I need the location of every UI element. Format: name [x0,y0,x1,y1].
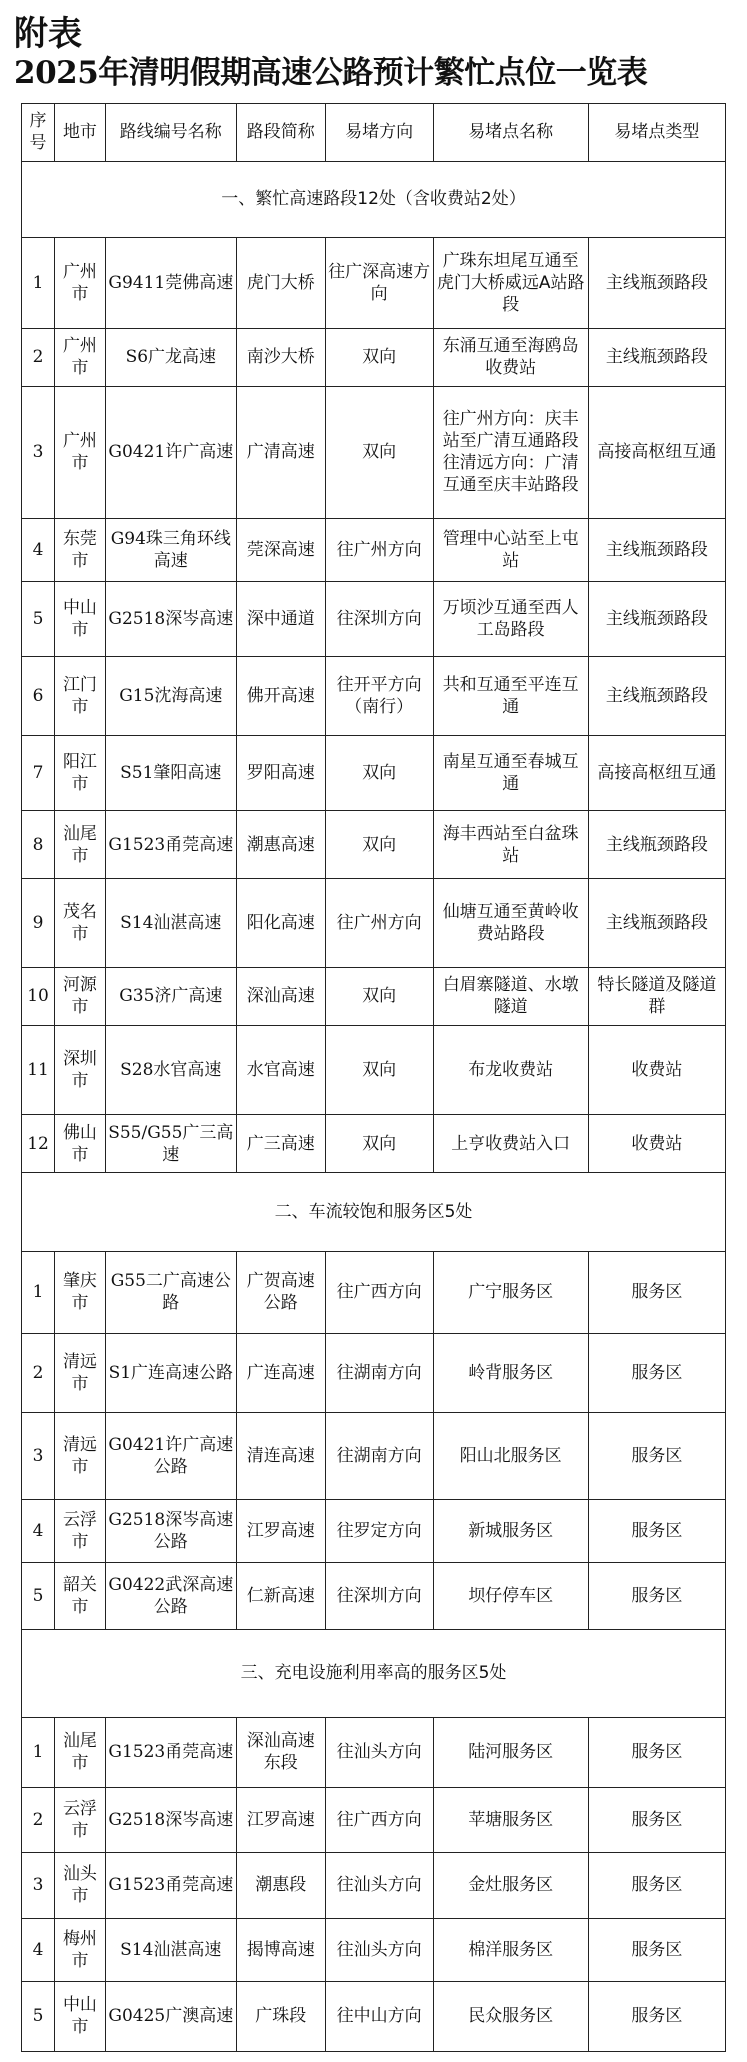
cell-road: 深汕高速东段 [236,1717,325,1787]
cell-road: 广连高速 [236,1334,325,1413]
cell-road: 清连高速 [236,1412,325,1499]
cell-point: 棉洋服务区 [433,1919,588,1982]
cell-type: 高接高枢纽互通 [588,386,725,519]
cell-route: S6广龙高速 [105,328,236,386]
cell-road: 虎门大桥 [236,237,325,328]
cell-road: 深汕高速 [236,967,325,1025]
cell-point: 广珠东坦尾互通至虎门大桥威远A站路段 [433,237,588,328]
cell-type: 主线瓶颈路段 [588,879,725,967]
title-line-2: 2025年清明假期高速公路预计繁忙点位一览表 [14,55,648,91]
cell-direction: 往湖南方向 [325,1412,433,1499]
cell-city: 佛山市 [55,1115,106,1173]
cell-city: 肇庆市 [55,1251,106,1333]
table-row [22,582,726,657]
cell-point: 上亨收费站入口 [433,1115,588,1173]
cell-route: G0425广澳高速 [105,1981,236,2051]
cell-city: 云浮市 [55,1500,106,1563]
cell-direction: 往深圳方向 [325,1562,433,1630]
cell-no: 11 [22,1025,55,1115]
table-row [22,386,726,519]
cell-type: 服务区 [588,1919,725,1982]
cell-no: 3 [22,1852,55,1918]
cell-city: 韶关市 [55,1562,106,1630]
cell-city: 广州市 [55,237,106,328]
cell-direction: 往广西方向 [325,1787,433,1852]
cell-no: 3 [22,1412,55,1499]
cell-road: 阳化高速 [236,879,325,967]
cell-city: 中山市 [55,582,106,657]
cell-type: 服务区 [588,1500,725,1563]
cell-route: S1广连高速公路 [105,1334,236,1413]
cell-direction: 往汕头方向 [325,1717,433,1787]
table-row [22,237,726,328]
cell-road: 揭博高速 [236,1919,325,1982]
table-row [22,1115,726,1173]
cell-type: 主线瓶颈路段 [588,237,725,328]
cell-route: G15沈海高速 [105,657,236,736]
cell-type: 收费站 [588,1115,725,1173]
table-row [22,1334,726,1413]
cell-no: 8 [22,810,55,879]
cell-point: 陆河服务区 [433,1717,588,1787]
cell-point: 仙塘互通至黄岭收费站路段 [433,879,588,967]
cell-type: 服务区 [588,1981,725,2051]
header-cell-no: 序号 [22,104,55,162]
table-row [22,1500,726,1563]
cell-point: 阳山北服务区 [433,1412,588,1499]
cell-route: S14汕湛高速 [105,1919,236,1982]
cell-road: 佛开高速 [236,657,325,736]
section-row [22,161,726,237]
cell-route: G1523甬莞高速 [105,1717,236,1787]
header-cell-road: 路段简称 [236,104,325,162]
cell-road: 水官高速 [236,1025,325,1115]
cell-route: G2518深岑高速 [105,1787,236,1852]
cell-direction: 往湖南方向 [325,1334,433,1413]
cell-direction: 往罗定方向 [325,1500,433,1563]
cell-no: 5 [22,1562,55,1630]
cell-type: 主线瓶颈路段 [588,810,725,879]
cell-point: 往广州方向：庆丰站至广清互通路段 往清远方向：广清互通至庆丰站路段 [433,386,588,519]
cell-city: 河源市 [55,967,106,1025]
cell-road: 广三高速 [236,1115,325,1173]
cell-point: 共和互通至平连互通 [433,657,588,736]
cell-type: 主线瓶颈路段 [588,328,725,386]
cell-route: G0422武深高速公路 [105,1562,236,1630]
cell-no: 1 [22,1251,55,1333]
cell-type: 收费站 [588,1025,725,1115]
cell-direction: 往开平方向（南行） [325,657,433,736]
cell-city: 梅州市 [55,1919,106,1982]
cell-point: 白眉寨隧道、水墩隧道 [433,967,588,1025]
cell-city: 清远市 [55,1412,106,1499]
cell-no: 2 [22,328,55,386]
cell-route: G35济广高速 [105,967,236,1025]
cell-type: 服务区 [588,1562,725,1630]
cell-road: 广清高速 [236,386,325,519]
cell-city: 清远市 [55,1334,106,1413]
cell-no: 6 [22,657,55,736]
table-row [22,657,726,736]
cell-road: 莞深高速 [236,519,325,582]
cell-direction: 双向 [325,328,433,386]
cell-direction: 往广深高速方向 [325,237,433,328]
cell-route: G1523甬莞高速 [105,810,236,879]
cell-city: 云浮市 [55,1787,106,1852]
section-row [22,1630,726,1717]
cell-type: 特长隧道及隧道群 [588,967,725,1025]
cell-direction: 往汕头方向 [325,1919,433,1982]
cell-no: 3 [22,386,55,519]
cell-point: 布龙收费站 [433,1025,588,1115]
cell-route: G0421许广高速 [105,386,236,519]
table-row [22,1919,726,1982]
cell-direction: 往广州方向 [325,879,433,967]
cell-type: 服务区 [588,1334,725,1413]
cell-type: 主线瓶颈路段 [588,519,725,582]
cell-no: 4 [22,519,55,582]
cell-route: S51肇阳高速 [105,735,236,810]
cell-road: 罗阳高速 [236,735,325,810]
cell-no: 5 [22,1981,55,2051]
cell-no: 5 [22,582,55,657]
cell-point: 万顷沙互通至西人工岛路段 [433,582,588,657]
header-cell-city: 地市 [55,104,106,162]
cell-road: 仁新高速 [236,1562,325,1630]
cell-direction: 双向 [325,810,433,879]
cell-direction: 双向 [325,1025,433,1115]
header-cell-point: 易堵点名称 [433,104,588,162]
cell-point: 东涌互通至海鸥岛收费站 [433,328,588,386]
table-row [22,810,726,879]
cell-no: 12 [22,1115,55,1173]
table-row [22,1562,726,1630]
cell-type: 主线瓶颈路段 [588,582,725,657]
cell-no: 9 [22,879,55,967]
cell-route: G2518深岑高速 [105,582,236,657]
table-row [22,967,726,1025]
cell-route: G1523甬莞高速 [105,1852,236,1918]
section-title: 二、车流较饱和服务区5处 [22,1173,726,1252]
busy-points-table [21,103,726,2052]
cell-type: 服务区 [588,1787,725,1852]
cell-road: 潮惠段 [236,1852,325,1918]
cell-no: 2 [22,1334,55,1413]
header-cell-type: 易堵点类型 [588,104,725,162]
cell-point: 岭背服务区 [433,1334,588,1413]
cell-city: 茂名市 [55,879,106,967]
cell-no: 10 [22,967,55,1025]
cell-city: 深圳市 [55,1025,106,1115]
cell-point: 海丰西站至白盆珠站 [433,810,588,879]
cell-no: 7 [22,735,55,810]
cell-city: 中山市 [55,1981,106,2051]
header-cell-direction: 易堵方向 [325,104,433,162]
table-row [22,1025,726,1115]
cell-road: 江罗高速 [236,1787,325,1852]
table-row [22,735,726,810]
cell-point: 南星互通至春城互通 [433,735,588,810]
cell-route: G94珠三角环线高速 [105,519,236,582]
cell-point: 坝仔停车区 [433,1562,588,1630]
cell-route: G0421许广高速公路 [105,1412,236,1499]
cell-no: 1 [22,237,55,328]
header-cell-route: 路线编号名称 [105,104,236,162]
cell-direction: 往中山方向 [325,1981,433,2051]
table-row [22,1852,726,1918]
table-row [22,519,726,582]
cell-road: 江罗高速 [236,1500,325,1563]
cell-direction: 双向 [325,1115,433,1173]
cell-city: 阳江市 [55,735,106,810]
cell-type: 服务区 [588,1251,725,1333]
document-title [14,14,647,92]
cell-point: 广宁服务区 [433,1251,588,1333]
header-row [22,104,726,162]
table-body [22,104,726,2052]
cell-road: 广贺高速公路 [236,1251,325,1333]
cell-city: 东莞市 [55,519,106,582]
cell-direction: 双向 [325,967,433,1025]
cell-direction: 往汕头方向 [325,1852,433,1918]
cell-road: 广珠段 [236,1981,325,2051]
table-row [22,879,726,967]
cell-city: 汕尾市 [55,1717,106,1787]
cell-route: G2518深岑高速公路 [105,1500,236,1563]
table-row [22,1412,726,1499]
cell-route: G55二广高速公路 [105,1251,236,1333]
table-row [22,1981,726,2051]
cell-type: 服务区 [588,1717,725,1787]
cell-type: 服务区 [588,1852,725,1918]
cell-point: 苹塘服务区 [433,1787,588,1852]
cell-no: 4 [22,1500,55,1563]
cell-road: 潮惠高速 [236,810,325,879]
cell-direction: 往广西方向 [325,1251,433,1333]
cell-city: 汕尾市 [55,810,106,879]
cell-route: S14汕湛高速 [105,879,236,967]
section-title: 一、繁忙高速路段12处（含收费站2处） [22,161,726,237]
section-title: 三、充电设施利用率高的服务区5处 [22,1630,726,1717]
table-row [22,1787,726,1852]
cell-city: 广州市 [55,328,106,386]
cell-direction: 双向 [325,386,433,519]
cell-no: 1 [22,1717,55,1787]
cell-city: 广州市 [55,386,106,519]
cell-city: 汕头市 [55,1852,106,1918]
cell-route: S28水官高速 [105,1025,236,1115]
cell-point: 民众服务区 [433,1981,588,2051]
cell-route: S55/G55广三高速 [105,1115,236,1173]
cell-direction: 往深圳方向 [325,582,433,657]
cell-point: 新城服务区 [433,1500,588,1563]
section-row [22,1173,726,1252]
cell-no: 2 [22,1787,55,1852]
cell-road: 南沙大桥 [236,328,325,386]
cell-city: 江门市 [55,657,106,736]
cell-direction: 往广州方向 [325,519,433,582]
cell-route: G9411莞佛高速 [105,237,236,328]
table-row [22,328,726,386]
cell-no: 4 [22,1919,55,1982]
cell-road: 深中通道 [236,582,325,657]
table-row [22,1251,726,1333]
cell-type: 服务区 [588,1412,725,1499]
cell-point: 金灶服务区 [433,1852,588,1918]
cell-type: 主线瓶颈路段 [588,657,725,736]
table-row [22,1717,726,1787]
cell-type: 高接高枢纽互通 [588,735,725,810]
cell-point: 管理中心站至上屯站 [433,519,588,582]
cell-direction: 双向 [325,735,433,810]
title-line-1: 附表 [14,14,82,54]
